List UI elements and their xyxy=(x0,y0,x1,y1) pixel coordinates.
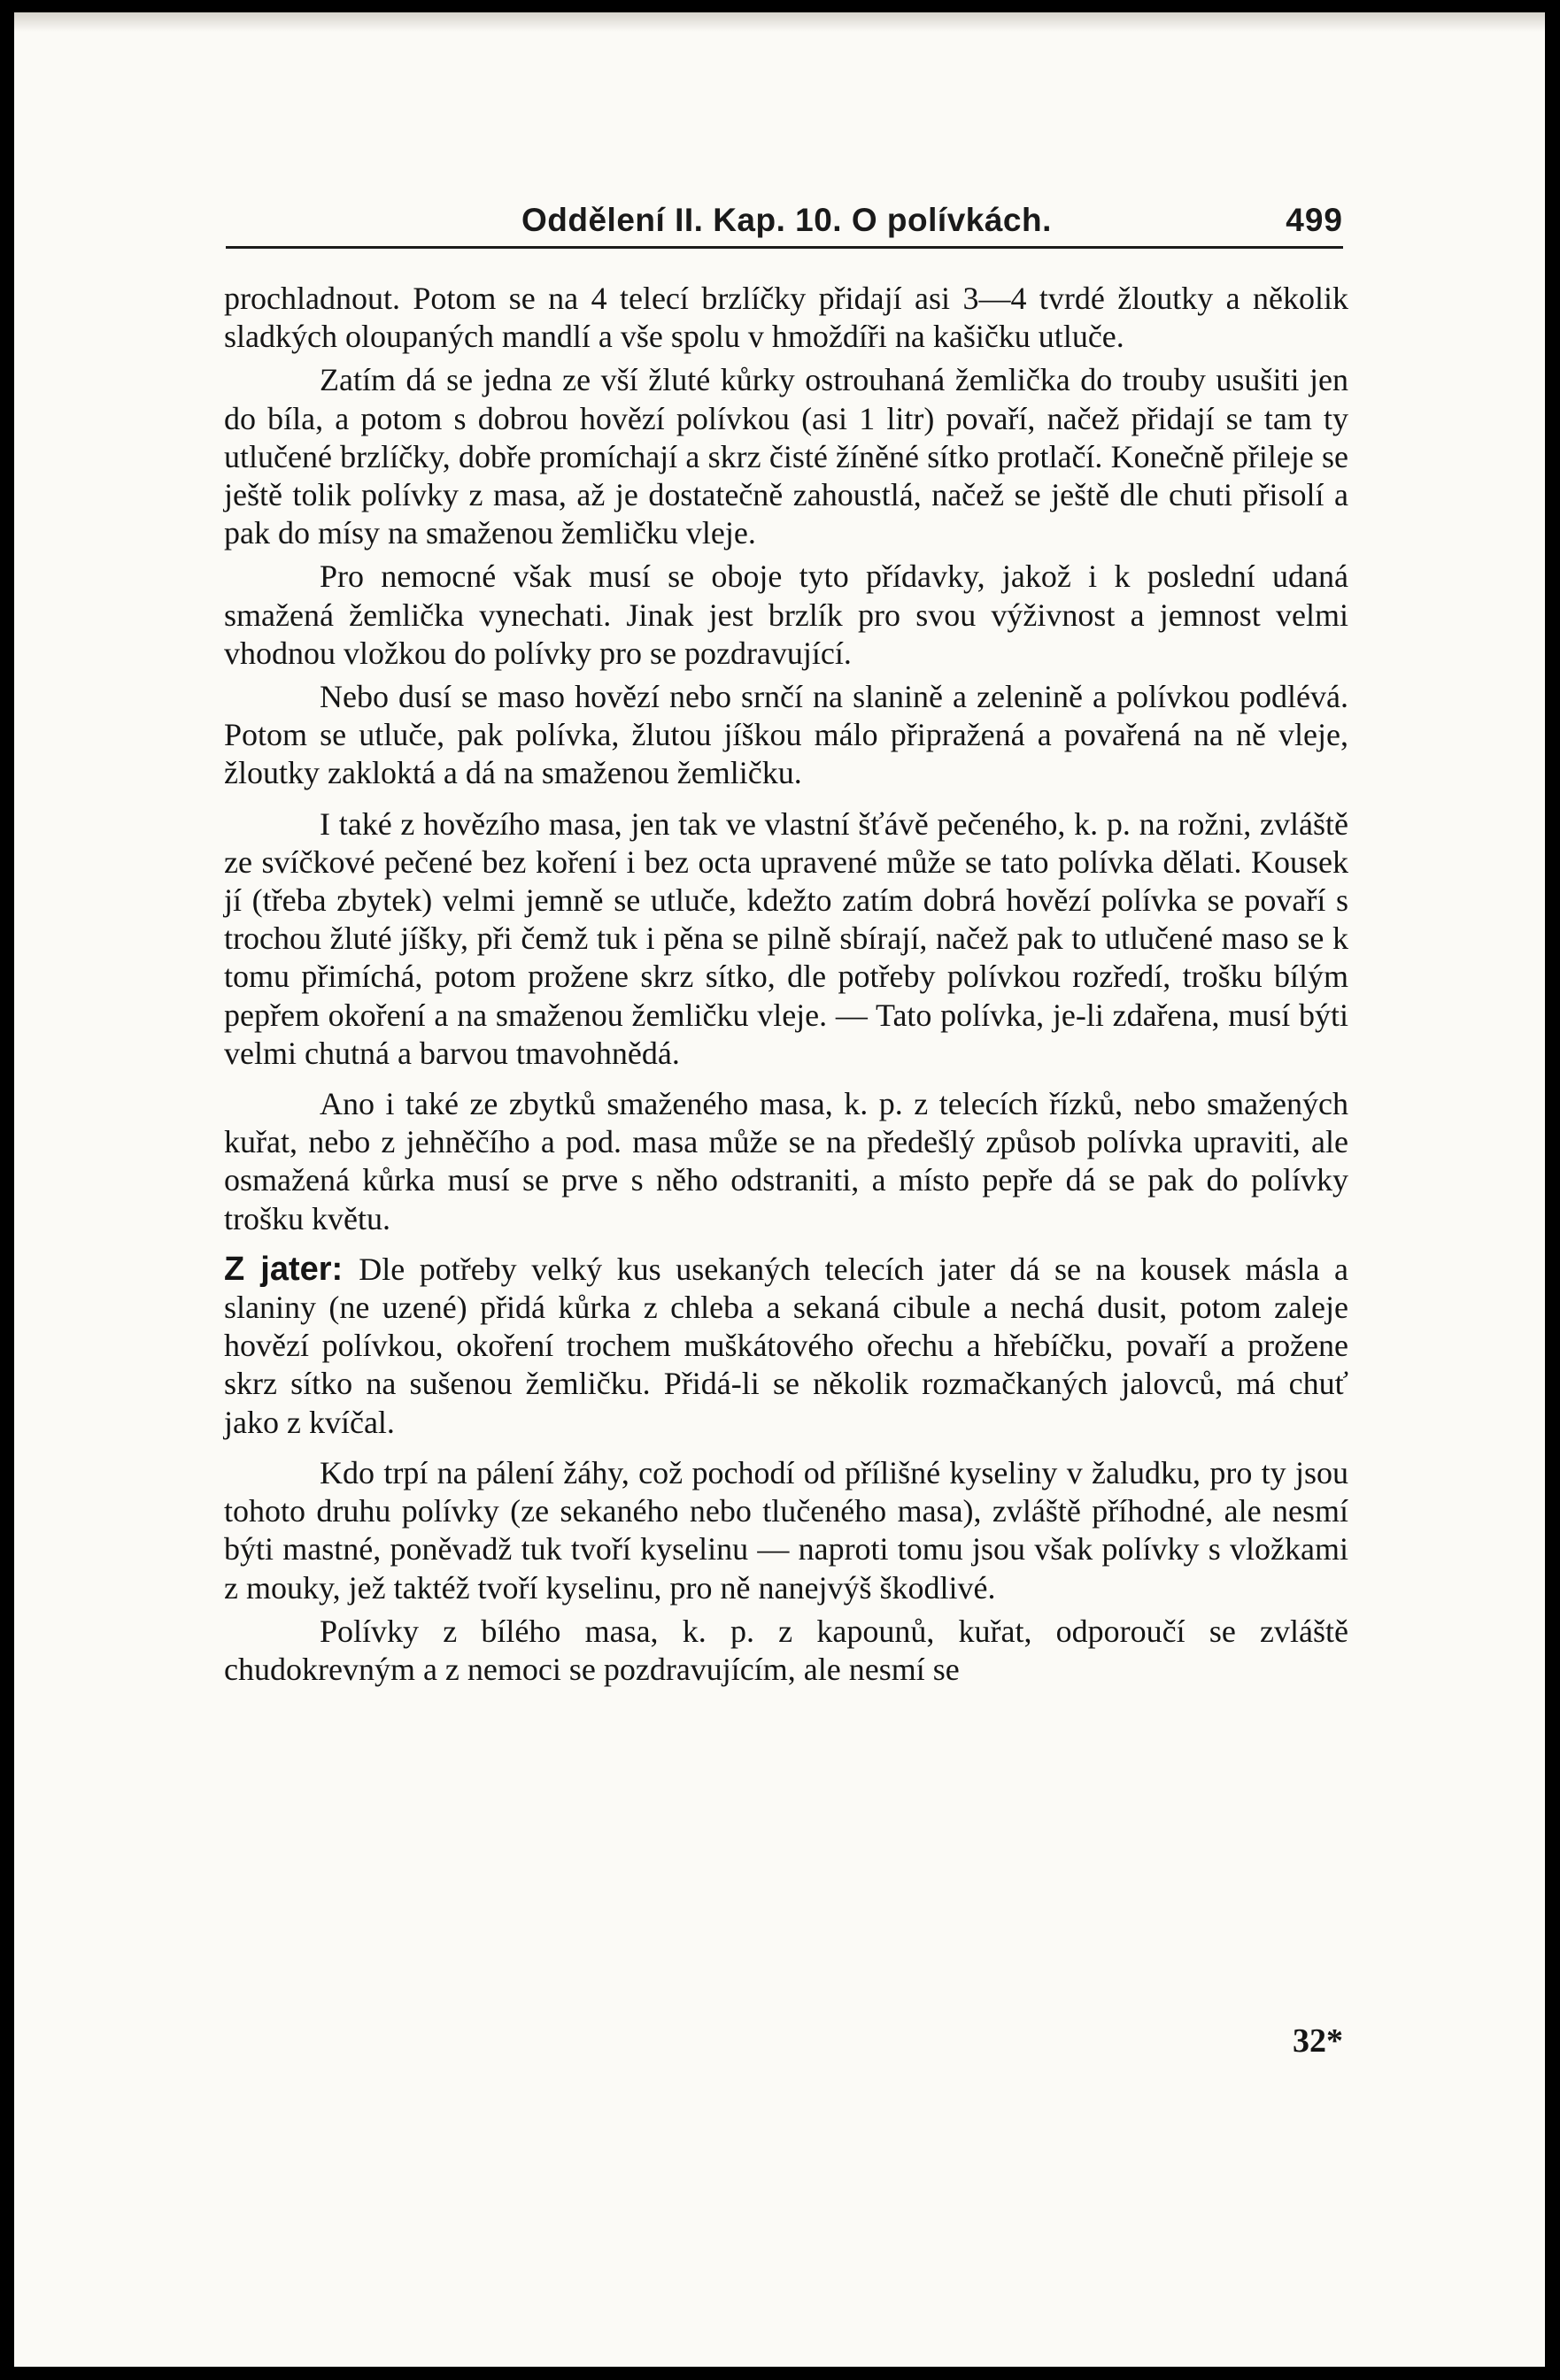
paragraph-5: I také z hovězího masa, jen tak ve vlastní šťávě pečeného, k. p. na rožni, zvláště ze svíčkové pečené bez koření i bez octa upravené může se tato polívka dělati. Kousek jí (třeba zbytek) velmi jemně se utluče, kdežto zatím dobrá hovězí polívka se povaří s trochou žluté jíšky, při čemž tuk i pěna se pilně sbírají, načež pak to utlučené maso se k tomu přimíchá, potom prožene skrz sítko, dle potřeby polívkou rozředí, trošku bílým pepřem okoření a na smaženou žemličku vleje. — Tato polívka, je-li zdařena, musí býti velmi chutná a barvou tmavohnědá. xyxy=(224,805,1348,1071)
page-edge-shadow xyxy=(14,12,1545,32)
paragraph-9: Polívky z bílého masa, k. p. z kapounů, kuřat, odporoučí se zvláště chudokrevným a z nemoci se pozdravujícím, ale nesmí se xyxy=(224,1613,1348,1687)
page-header xyxy=(226,193,1343,249)
paragraph-2: Zatím dá se jedna ze vší žluté kůrky ostrouhaná žemlička do trouby usušiti jen do bíla, a potom s dobrou hovězí polívkou (asi 1 litr) povaří, načež přidají se tam ty utlučené brzlíčky, dobře promíchají a skrz čisté žíněné sítko protlačí. Konečně přileje se ještě tolik polívky z masa, až je dostatečně zahoustlá, načež se ještě dle chuti přisolí a pak do mísy na smaženou žemličku vleje. xyxy=(224,362,1348,551)
paragraph-7 xyxy=(224,1251,1348,1442)
paragraph-3: Pro nemocné však musí se oboje tyto přídavky, jakož i k poslední udaná smažená žemlička vynechati. Jinak jest brzlík pro svou výživnost a jemnost velmi vhodnou vložkou do polívky pro se pozdravující. xyxy=(224,558,1348,671)
running-title: Oddělení II. Kap. 10. O polívkách. xyxy=(521,202,1052,238)
book-page xyxy=(14,12,1545,2367)
page-number: 499 xyxy=(1286,202,1343,238)
paragraph-7-text: Dle potřeby velký kus usekaných telecích jater dá se na kousek másla a slaniny (ne uzené) přidá kůrka z chleba a sekaná cibule a nechá dusit, potom zaleje hovězí polívkou, okoření trochem muškátového ořechu a hřebíčku, povaří a prožene skrz sítko na sušenou žemličku. Přidá-li se několik rozmačkaných jalovců, má chuť jako z kvíčal. xyxy=(224,1251,1348,1440)
page-body xyxy=(224,280,1348,2289)
paragraph-1: prochladnout. Potom se na 4 telecí brzlíčky přidají asi 3—4 tvrdé žloutky a několik sladkých oloupaných mandlí a vše spolu v hmoždíři na kašičku utluče. xyxy=(224,281,1348,355)
section-heading-z-jater: Z jater: xyxy=(224,1250,344,1288)
printer-signature-mark: 32* xyxy=(1293,2022,1343,2060)
paragraph-6: Ano i také ze zbytků smaženého masa, k. p. z telecích řízků, nebo smažených kuřat, nebo z jehněčího a pod. masa může se na předešlý způsob polívka upraviti, ale osmažená kůrka musí se prve s něho odstraniti, a místo pepře dá se pak do polívky trošku květu. xyxy=(224,1086,1348,1236)
paragraph-8: Kdo trpí na pálení žáhy, což pochodí od přílišné kyseliny v žaludku, pro ty jsou tohoto druhu polívky (ze sekaného nebo tlučeného masa), zvláště příhodné, ale nesmí býti mastné, poněvadž tuk tvoří kyselinu — naproti tomu jsou však polívky s vložkami z mouky, jež taktéž tvoří kyselinu, pro ně nanejvýš škodlivé. xyxy=(224,1454,1348,1606)
paragraph-4: Nebo dusí se maso hovězí nebo srnčí na slanině a zelenině a polívkou podlévá. Potom se utluče, pak polívka, žlutou jíškou málo připražená a povařená na ně vleje, žloutky zakloktá a dá na smaženou žemličku. xyxy=(224,679,1348,791)
